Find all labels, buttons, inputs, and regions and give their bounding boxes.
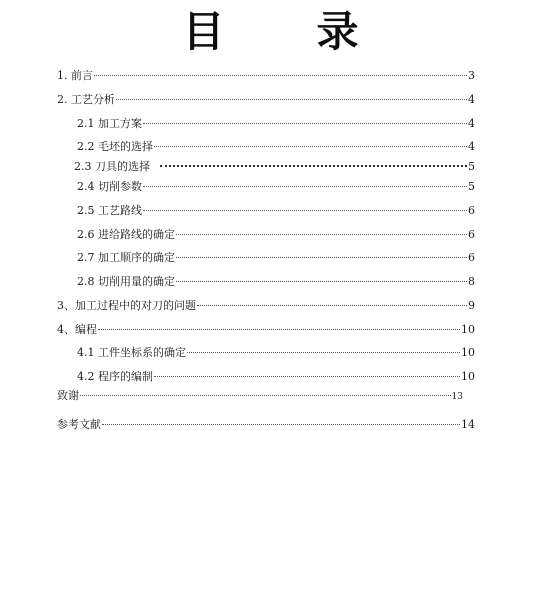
toc-entry-acknowledgements[interactable] (57, 389, 463, 403)
toc-entry-preface[interactable] (57, 69, 475, 83)
toc-page-number: 8 (468, 275, 475, 288)
toc-page-number: 10 (461, 346, 475, 359)
toc-page-number: 6 (468, 204, 475, 217)
toc-page-number: 6 (468, 228, 475, 241)
toc-dot-leader (143, 210, 467, 211)
toc-entry-label: 2.2 毛坯的选择 (77, 140, 153, 153)
toc-page-number: 14 (461, 418, 475, 431)
toc-page-number: 4 (468, 140, 475, 153)
toc-entry-4-1[interactable] (77, 346, 475, 360)
toc-page-number: 10 (461, 370, 475, 383)
toc-dot-leader (98, 329, 460, 330)
toc-dot-leader (143, 123, 467, 124)
toc-entry-label: 2.7 加工顺序的确定 (77, 251, 175, 264)
toc-page-number: 4 (468, 93, 475, 106)
toc-page-number: 5 (468, 160, 475, 173)
toc-page-number: 5 (468, 180, 475, 193)
toc-entry-label: 参考文献 (57, 418, 101, 431)
toc-page-number: 9 (468, 299, 475, 312)
toc-dot-leader (176, 281, 467, 282)
toc-page-number: 10 (461, 323, 475, 336)
toc-entry-label: 致谢 (57, 389, 79, 402)
toc-entry-2-7[interactable] (77, 251, 475, 265)
toc-entry-2-8[interactable] (77, 275, 475, 289)
toc-entry-label: 2.8 切削用量的确定 (77, 275, 175, 288)
toc-entry-2-1[interactable] (77, 117, 475, 131)
toc-entry-4-2[interactable] (77, 370, 475, 384)
toc-dot-leader (187, 352, 460, 353)
toc-entry-programming[interactable] (57, 323, 475, 337)
toc-title-char-1: 目 (182, 7, 225, 56)
toc-page-number: 6 (468, 251, 475, 264)
toc-entry-process-analysis[interactable] (57, 93, 475, 107)
toc-page-number: 4 (468, 117, 475, 130)
toc-entry-label: 2.6 进给路线的确定 (77, 228, 175, 241)
toc-entry-label: 2.3 刀具的选择 (74, 160, 150, 173)
toc-dot-leader (197, 305, 467, 306)
toc-dot-leader (160, 165, 467, 167)
toc-dot-leader (154, 146, 467, 147)
toc-dot-leader (176, 234, 467, 235)
toc-entry-2-5[interactable] (77, 204, 475, 218)
toc-entry-references[interactable] (57, 418, 475, 432)
toc-dot-leader (80, 395, 451, 396)
toc-entry-label: 2.5 工艺路线 (77, 204, 142, 217)
toc-title-char-2: 录 (316, 7, 359, 56)
toc-entry-2-3[interactable] (74, 160, 475, 174)
toc-dot-leader (94, 75, 467, 76)
toc-dot-leader (154, 376, 460, 377)
toc-entry-2-2[interactable] (77, 140, 475, 154)
toc-entry-tool-setting[interactable] (57, 299, 475, 313)
toc-entry-label: 2.1 加工方案 (77, 117, 142, 130)
toc-dot-leader (176, 257, 467, 258)
toc-entry-2-4[interactable] (77, 180, 475, 194)
toc-entry-label: 3、加工过程中的对刀的问题 (57, 299, 196, 312)
toc-dot-leader (143, 186, 467, 187)
toc-entry-label: 2. 工艺分析 (57, 93, 115, 106)
toc-entry-label: 1. 前言 (57, 69, 93, 82)
toc-dot-leader (116, 99, 467, 100)
toc-entry-label: 2.4 切削参数 (77, 180, 142, 193)
toc-page-number: 13 (451, 392, 463, 402)
toc-dot-leader (102, 424, 460, 425)
toc-entry-label: 4.2 程序的编制 (77, 370, 153, 383)
toc-entry-label: 4.1 工件坐标系的确定 (77, 346, 186, 359)
toc-entry-label: 4、编程 (57, 323, 97, 336)
toc-page-number: 3 (468, 69, 475, 82)
toc-entry-2-6[interactable] (77, 228, 475, 242)
